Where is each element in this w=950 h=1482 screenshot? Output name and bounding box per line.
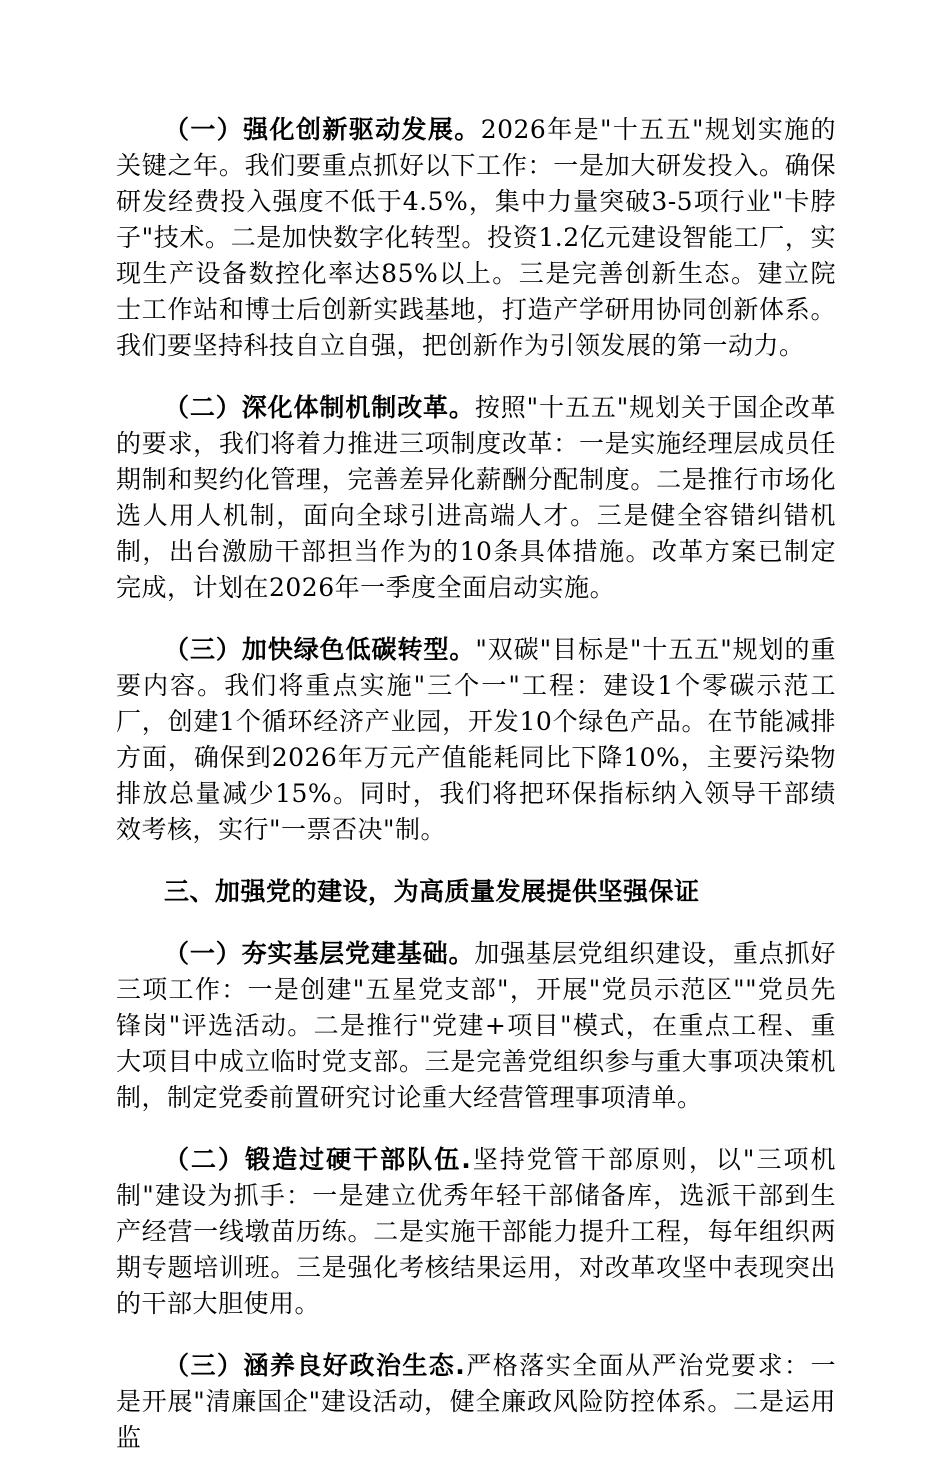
paragraph-body: "双碳"目标是"十五五"规划的重要内容。我们将重点实施"三个一"工程：建设1个零碳示范工厂，创建1个循环经济产业园，开发10个绿色产品。在节能减排方面，确保到2026年万元产值能耗同比下降10%，主要污染物排放总量减少15%。同时，我们将把环保指标纳入领导干部绩效考核，实行"一票否决"制。 bbox=[116, 635, 836, 844]
paragraph-body: 严格落实全面从严治党要求：一是开展"清廉国企"建设活动，健全廉政风险防控体系。二是运用监 bbox=[116, 1351, 836, 1452]
paragraph-body: 2026年是"十五五"规划实施的关键之年。我们要重点抓好以下工作：一是加大研发投入。确保研发经费投入强度不低于4.5%，集中力量突破3-5项行业"卡脖子"技术。二是加快数字化转型。投资1.2亿元建设智能工厂，实现生产设备数控化率达85%以上。三是完善创新生态。建立院士工作站和博士后创新实践基地，打造产学研用协同创新体系。我们要坚持科技自立自强，把创新作为引领发展的第一动力。 bbox=[116, 115, 836, 360]
paragraph-cadre-team bbox=[116, 1142, 836, 1322]
paragraph-heading: （二）锻造过硬干部队伍. bbox=[164, 1145, 472, 1174]
document-page bbox=[116, 112, 836, 1482]
paragraph-heading: （三）加快绿色低碳转型。 bbox=[164, 635, 476, 664]
paragraph-innovation bbox=[116, 112, 836, 364]
paragraph-reform bbox=[116, 390, 836, 606]
paragraph-heading: （二）深化体制机制改革。 bbox=[164, 393, 475, 422]
paragraph-heading: （一）夯实基层党建基础。 bbox=[164, 939, 475, 968]
paragraph-political-ecology bbox=[116, 1348, 836, 1456]
paragraph-body: 加强基层党组织建设，重点抓好三项工作：一是创建"五星党支部"，开展"党员示范区""党员先锋岗"评选活动。二是推行"党建+项目"模式，在重点工程、重大项目中成立临时党支部。三是完善党组织参与重大事项决策机制，制定党委前置研究讨论重大经营管理事项清单。 bbox=[116, 939, 836, 1112]
section-heading: 三、加强党的建设，为高质量发展提供坚强保证 bbox=[164, 877, 700, 906]
paragraph-heading: （一）强化创新驱动发展。 bbox=[164, 115, 481, 144]
paragraph-heading: （三）涵养良好政治生态. bbox=[164, 1351, 466, 1380]
paragraph-body: 按照"十五五"规划关于国企改革的要求，我们将着力推进三项制度改革：一是实施经理层成员任期制和契约化管理，完善差异化薪酬分配制度。二是推行市场化选人用人机制，面向全球引进高端人才。三是健全容错纠错机制，出台激励干部担当作为的10条具体措施。改革方案已制定完成，计划在2026年一季度全面启动实施。 bbox=[116, 393, 836, 602]
paragraph-grassroots-party bbox=[116, 936, 836, 1116]
paragraph-body: 坚持党管干部原则，以"三项机制"建设为抓手：一是建立优秀年轻干部储备库，选派干部到生产经营一线墩苗历练。二是实施干部能力提升工程，每年组织两期专题培训班。三是强化考核结果运用，对改革攻坚中表现突出的干部大胆使用。 bbox=[116, 1145, 836, 1318]
paragraph-green-transition bbox=[116, 632, 836, 848]
